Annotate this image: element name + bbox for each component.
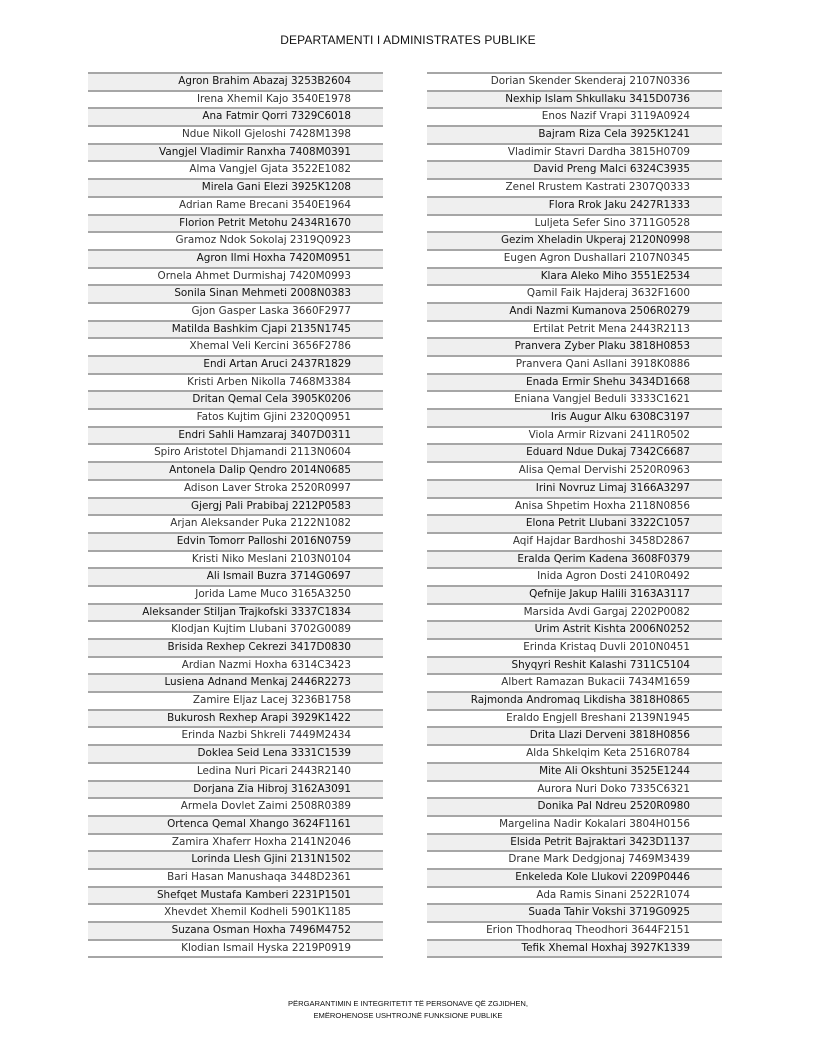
list-item: Eugen Agron Dushallari 2107N0345 <box>427 249 722 267</box>
list-item: Dritan Qemal Cela 3905K0206 <box>88 390 383 408</box>
list-item: Erinda Nazbi Shkreli 7449M2434 <box>88 726 383 744</box>
list-item: Albert Ramazan Bukacii 7434M1659 <box>427 673 722 691</box>
list-item: Doklea Seid Lena 3331C1539 <box>88 744 383 762</box>
list-item: Aleksander Stiljan Trajkofski 3337C1834 <box>88 603 383 621</box>
list-item: Klodian Ismail Hyska 2219P0919 <box>88 939 383 957</box>
list-item: Suzana Osman Hoxha 7496M4752 <box>88 921 383 939</box>
list-item: Edvin Tomorr Palloshi 2016N0759 <box>88 532 383 550</box>
left-column-list <box>88 72 383 958</box>
list-item: Matilda Bashkim Cjapi 2135N1745 <box>88 320 383 338</box>
list-item: Alma Vangjel Gjata 3522E1082 <box>88 160 383 178</box>
list-item: Ardian Nazmi Hoxha 6314C3423 <box>88 656 383 674</box>
list-item: Eralda Qerim Kadena 3608F0379 <box>427 550 722 568</box>
list-item: Alisa Qemal Dervishi 2520R0963 <box>427 461 722 479</box>
list-item: Luljeta Sefer Sino 3711G0528 <box>427 214 722 232</box>
list-item: Irena Xhemil Kajo 3540E1978 <box>88 90 383 108</box>
list-item: Inida Agron Dosti 2410R0492 <box>427 567 722 585</box>
list-item: Qefnije Jakup Halili 3163A3117 <box>427 585 722 603</box>
column-bottom-rule <box>427 956 722 958</box>
list-item: Jorida Lame Muco 3165A3250 <box>88 585 383 603</box>
list-item: Drita Llazi Derveni 3818H0856 <box>427 726 722 744</box>
list-item: Ali Ismail Buzra 3714G0697 <box>88 567 383 585</box>
list-item: Marsida Avdi Gargaj 2202P0082 <box>427 603 722 621</box>
list-item: Kristi Arben Nikolla 7468M3384 <box>88 373 383 391</box>
list-item: Irini Novruz Limaj 3166A3297 <box>427 479 722 497</box>
list-item: Spiro Aristotel Dhjamandi 2113N0604 <box>88 443 383 461</box>
column-bottom-rule <box>88 956 383 958</box>
list-item: Dorian Skender Skenderaj 2107N0336 <box>427 72 722 90</box>
list-item: Mite Ali Okshtuni 3525E1244 <box>427 762 722 780</box>
list-item: Shyqyri Reshit Kalashi 7311C5104 <box>427 656 722 674</box>
list-item: Sonila Sinan Mehmeti 2008N0383 <box>88 284 383 302</box>
list-item: Anisa Shpetim Hoxha 2118N0856 <box>427 497 722 515</box>
list-item: David Preng Malci 6324C3935 <box>427 160 722 178</box>
list-item: Bajram Riza Cela 3925K1241 <box>427 125 722 143</box>
list-item: Aqif Hajdar Bardhoshi 3458D2867 <box>427 532 722 550</box>
list-item: Klodjan Kujtim Llubani 3702G0089 <box>88 620 383 638</box>
list-item: Tefik Xhemal Hoxhaj 3927K1339 <box>427 939 722 957</box>
list-item: Iris Augur Alku 6308C3197 <box>427 408 722 426</box>
list-item: Brisida Rexhep Cekrezi 3417D0830 <box>88 638 383 656</box>
list-item: Bukurosh Rexhep Arapi 3929K1422 <box>88 709 383 727</box>
list-item: Ana Fatmir Qorri 7329C6018 <box>88 107 383 125</box>
list-item: Zenel Rrustem Kastrati 2307Q0333 <box>427 178 722 196</box>
list-item: Endri Sahli Hamzaraj 3407D0311 <box>88 426 383 444</box>
list-item: Ndue Nikoll Gjeloshi 7428M1398 <box>88 125 383 143</box>
list-item: Zamire Eljaz Lacej 3236B1758 <box>88 691 383 709</box>
list-item: Lorinda Llesh Gjini 2131N1502 <box>88 850 383 868</box>
list-item: Donika Pal Ndreu 2520R0980 <box>427 797 722 815</box>
list-item: Adison Laver Stroka 2520R0997 <box>88 479 383 497</box>
list-item: Shefqet Mustafa Kamberi 2231P1501 <box>88 886 383 904</box>
list-item: Flora Rrok Jaku 2427R1333 <box>427 196 722 214</box>
list-item: Drane Mark Dedgjonaj 7469M3439 <box>427 850 722 868</box>
list-item: Antonela Dalip Qendro 2014N0685 <box>88 461 383 479</box>
list-item: Gjon Gasper Laska 3660F2977 <box>88 302 383 320</box>
list-item: Vangjel Vladimir Ranxha 7408M0391 <box>88 143 383 161</box>
list-item: Gjergj Pali Prabibaj 2212P0583 <box>88 497 383 515</box>
page-footer <box>0 998 816 1022</box>
list-item: Zamira Xhaferr Hoxha 2141N2046 <box>88 833 383 851</box>
list-item: Andi Nazmi Kumanova 2506R0279 <box>427 302 722 320</box>
list-item: Ornela Ahmet Durmishaj 7420M0993 <box>88 267 383 285</box>
list-item: Armela Dovlet Zaimi 2508R0389 <box>88 797 383 815</box>
list-item: Eraldo Engjell Breshani 2139N1945 <box>427 709 722 727</box>
right-column-list <box>427 72 722 958</box>
list-item: Pranvera Zyber Plaku 3818H0853 <box>427 337 722 355</box>
footer-line-2: EMËROHENOSE USHTROJNË FUNKSIONE PUBLIKE <box>313 1011 503 1020</box>
list-item: Erion Thodhoraq Theodhori 3644F2151 <box>427 921 722 939</box>
list-item: Pranvera Qani Asllani 3918K0886 <box>427 355 722 373</box>
list-item: Xhevdet Xhemil Kodheli 5901K1185 <box>88 903 383 921</box>
list-item: Suada Tahir Vokshi 3719G0925 <box>427 903 722 921</box>
list-item: Margelina Nadir Kokalari 3804H0156 <box>427 815 722 833</box>
list-item: Gezim Xheladin Ukperaj 2120N0998 <box>427 231 722 249</box>
list-item: Qamil Faik Hajderaj 3632F1600 <box>427 284 722 302</box>
list-item: Dorjana Zia Hibroj 3162A3091 <box>88 780 383 798</box>
list-item: Rajmonda Andromaq Likdisha 3818H0865 <box>427 691 722 709</box>
list-item: Klara Aleko Miho 3551E2534 <box>427 267 722 285</box>
list-item: Xhemal Veli Kercini 3656F2786 <box>88 337 383 355</box>
list-item: Aurora Nuri Doko 7335C6321 <box>427 780 722 798</box>
list-item: Ertilat Petrit Mena 2443R2113 <box>427 320 722 338</box>
list-item: Fatos Kujtim Gjini 2320Q0951 <box>88 408 383 426</box>
list-item: Adrian Rame Brecani 3540E1964 <box>88 196 383 214</box>
list-item: Nexhip Islam Shkullaku 3415D0736 <box>427 90 722 108</box>
list-item: Eniana Vangjel Beduli 3333C1621 <box>427 390 722 408</box>
footer-line-1: PËRGARANTIMIN E INTEGRITETIT TË PERSONAVE QË ZGJIDHEN, <box>287 999 529 1008</box>
list-item: Kristi Niko Meslani 2103N0104 <box>88 550 383 568</box>
list-item: Lusiena Adnand Menkaj 2446R2273 <box>88 673 383 691</box>
list-item: Enada Ermir Shehu 3434D1668 <box>427 373 722 391</box>
list-item: Vladimir Stavri Dardha 3815H0709 <box>427 143 722 161</box>
list-item: Agron Ilmi Hoxha 7420M0951 <box>88 249 383 267</box>
list-item: Ada Ramis Sinani 2522R1074 <box>427 886 722 904</box>
list-item: Enos Nazif Vrapi 3119A0924 <box>427 107 722 125</box>
list-item: Florion Petrit Metohu 2434R1670 <box>88 214 383 232</box>
list-item: Gramoz Ndok Sokolaj 2319Q0923 <box>88 231 383 249</box>
list-item: Arjan Aleksander Puka 2122N1082 <box>88 514 383 532</box>
list-item: Mirela Gani Elezi 3925K1208 <box>88 178 383 196</box>
list-item: Elsida Petrit Bajraktari 3423D1137 <box>427 833 722 851</box>
list-item: Endi Artan Aruci 2437R1829 <box>88 355 383 373</box>
page-title: DEPARTAMENTI I ADMINISTRATES PUBLIKE <box>280 33 536 47</box>
list-item: Bari Hasan Manushaqa 3448D2361 <box>88 868 383 886</box>
list-item: Urim Astrit Kishta 2006N0252 <box>427 620 722 638</box>
list-item: Elona Petrit Llubani 3322C1057 <box>427 514 722 532</box>
list-item: Agron Brahim Abazaj 3253B2604 <box>88 72 383 90</box>
list-item: Ortenca Qemal Xhango 3624F1161 <box>88 815 383 833</box>
list-item: Ledina Nuri Picari 2443R2140 <box>88 762 383 780</box>
list-item: Eduard Ndue Dukaj 7342C6687 <box>427 443 722 461</box>
list-item: Enkeleda Kole Llukovi 2209P0446 <box>427 868 722 886</box>
list-item: Erinda Kristaq Duvli 2010N0451 <box>427 638 722 656</box>
list-item: Alda Shkelqim Keta 2516R0784 <box>427 744 722 762</box>
list-item: Viola Armir Rizvani 2411R0502 <box>427 426 722 444</box>
